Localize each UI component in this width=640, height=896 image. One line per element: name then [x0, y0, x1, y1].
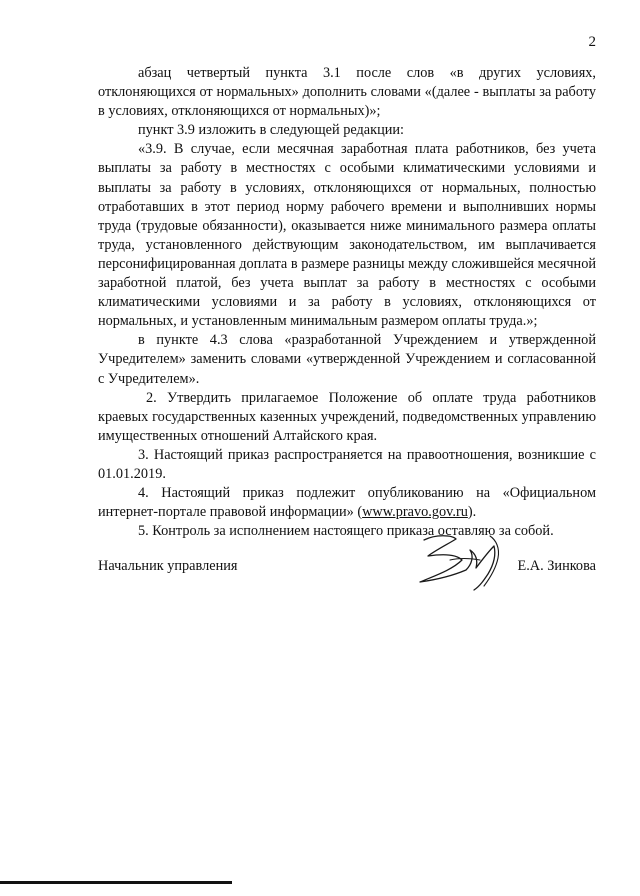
paragraph-item-3: 3. Настоящий приказ распространяется на правоотношения, возникшие с 01.01.2019.: [98, 446, 596, 482]
paragraph-item-4-text: 4. Настоящий приказ подлежит опубликованию на «Официальном интернет-портале правовой информации» (: [98, 485, 596, 521]
paragraph-item-2: 2. Утвердить прилагаемое Положение об оплате труда работников краевых государственных казенных учреждений, подведомственных управлению имущественных отношений Алтайского края.: [98, 389, 596, 444]
bottom-divider: [0, 881, 232, 884]
page-number: 2: [588, 34, 596, 50]
signatory-name: Е.А. Зинкова: [517, 558, 596, 574]
paragraph-item-4: [98, 484, 596, 522]
paragraph-amend-4-3: в пункте 4.3 слова «разработанной Учреждением и утвержденной Учредителем» заменить словами «утвержденной Учреждением и согласованной с Учредителем».: [98, 332, 596, 387]
paragraph-amend-3-9-text: «3.9. В случае, если месячная заработная плата работников, без учета выплаты за работу в местностях с особыми климатическими условиями и выплаты за работу в условиях, отклоняющихся от нормальных, полностью отработавших в этот период норму рабочего времени и выполнивших нормы труда (трудовые обязанности), оказывается ниже минимального размера оплаты труда, установленного действующим законодательством, им выплачивается персонифицированная доплата в размере разницы между сложившейся месячной заработной платой, без учета выплат за работу в местностях с особыми климатическими условиями и за работу в условиях, отклоняющихся от нормальных, и установленным минимальным размером оплаты труда.»;: [98, 141, 596, 330]
handwritten-signature: [414, 530, 510, 592]
document-body: [98, 64, 596, 541]
signatory-position: Начальник управления: [98, 558, 238, 574]
paragraph-amend-3-9-intro: пункт 3.9 изложить в следующей редакции:: [138, 122, 405, 139]
signature-block: [98, 530, 596, 600]
paragraph-item-5: 5. Контроль за исполнением настоящего приказа оставляю за собой.: [138, 523, 554, 540]
paragraph-amend-3-1: абзац четвертый пункта 3.1 после слов «в других условиях, отклоняющихся от нормальных» дополнить словами «(далее - выплаты за работу в условиях, отклоняющихся от нормальных)»;: [98, 65, 596, 120]
paragraph-item-4-end: ).: [467, 504, 477, 521]
pravo-link[interactable]: www.pravo.gov.ru: [362, 504, 468, 521]
